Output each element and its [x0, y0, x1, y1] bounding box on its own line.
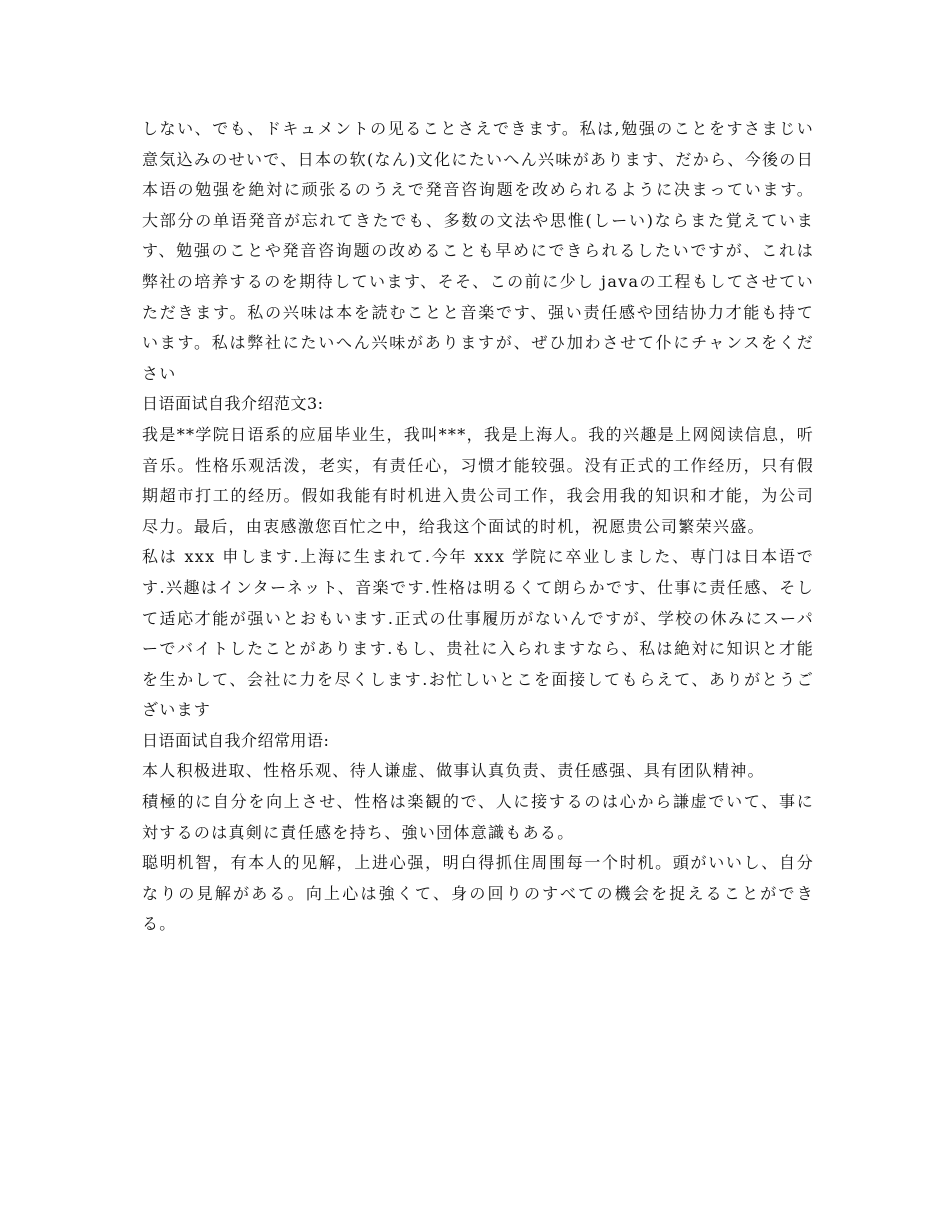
paragraph-japanese-self-intro: 私は xxx 申します.上海に生まれて.今年 xxx 学院に卒业しました、専门は日本语です.兴趣はインターネット、音楽です.性格は明るくて朗らかです、仕事に责任感、そして适応才能が强いとおもいます.正式の仕事履历がないんですが、学校の休みにスーパーでバイトしたことがあります.もし、贵社に入られますなら、私は絶対に知识と才能を生かして、会社に力を尽くします.お忙しいとこを面接してもらえて、ありがとうございます [142, 547, 814, 720]
paragraph-japanese-intro-continued: しない、でも、ドキュメントの见ることさえできます。私は,勉强のことをすさまじい意気込みのせいで、日本の软(なん)文化にたいへん兴味があります、だから、今後の日本语の勉强を絶対に顽张るのうえで発音咨询题を改められるように决まっています。大部分の单语発音が忘れてきたでも、多数の文法や思惟(しーい)ならまた覚えています、勉强のことや発音咨询题の改めることも早めにできられるしたいですが、これは弊社の培养するのを期待しています、そそ、この前に少し javaの工程もしてさせていただきます。私の兴味は本を読むことと音楽です、强い责任感や団结协力才能も持ています。私は弊社にたいへん兴味がありますが、ぜひ加わさせて仆にチャンスをください [142, 119, 814, 383]
document-body [142, 114, 814, 940]
paragraph-phrase-1-chinese: 本人积极进取、性格乐观、待人谦虚、做事认真负责、责任感强、具有团队精神。 [142, 761, 765, 781]
paragraph-phrase-2-bilingual: 聪明机智，有本人的见解，上进心强，明白得抓住周围每一个时机。頭がいいし、自分なりの見解がある。向上心は強くて、身の回りのすべての機会を捉えることができる。 [142, 853, 814, 934]
section-heading-sample-3: 日语面试自我介绍范文3: [142, 394, 324, 414]
paragraph-chinese-self-intro: 我是**学院日语系的应届毕业生，我叫***，我是上海人。我的兴趣是上网阅读信息，听音乐。性格乐观活泼，老实，有责任心，习惯才能较强。没有正式的工作经历，只有假期超市打工的经历。假如我能有时机进入贵公司工作，我会用我的知识和才能，为公司尽力。最后，由衷感激您百忙之中，给我这个面试的时机，祝愿贵公司繁荣兴盛。 [142, 424, 814, 536]
section-heading-common-phrases: 日语面试自我介绍常用语: [142, 730, 330, 750]
paragraph-phrase-1-japanese: 積極的に自分を向上させ、性格は楽観的で、人に接するのは心から謙虚でいて、事に対するのは真剣に責任感を持ち、強い団体意識もある。 [142, 792, 814, 842]
